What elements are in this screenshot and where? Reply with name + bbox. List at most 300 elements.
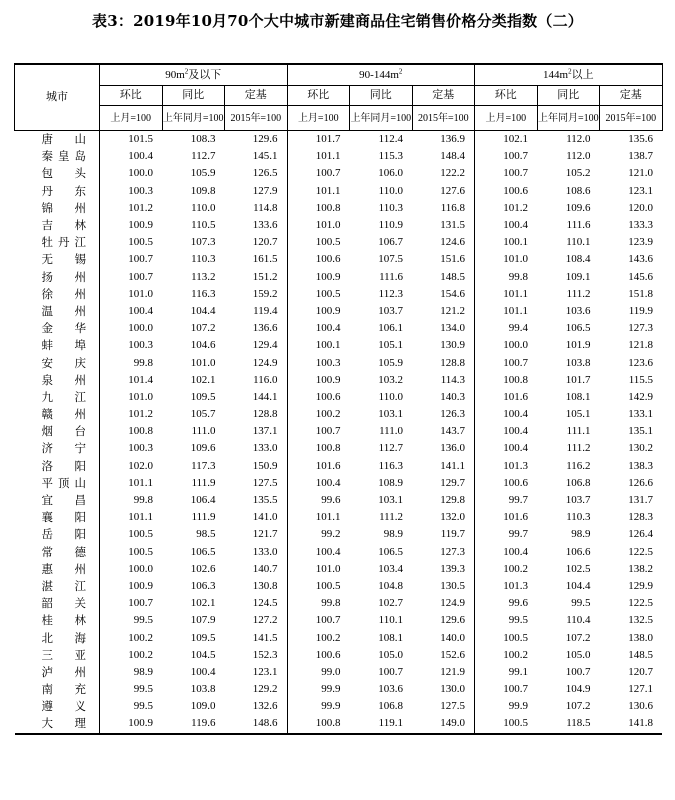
index-value: 101.0 <box>190 356 216 369</box>
city-name: 徐州 <box>41 286 86 301</box>
index-value: 99.8 <box>287 595 350 612</box>
subhead-cell: 环比 <box>287 86 350 106</box>
index-value: 101.0 <box>100 286 163 303</box>
index-value: 100.2 <box>100 629 163 646</box>
index-value: 114.3 <box>440 373 466 386</box>
city-name: 吉林 <box>41 218 86 233</box>
city-name: 安庆 <box>41 355 86 370</box>
city-name: 北海 <box>41 630 86 645</box>
index-value: 108.1 <box>378 631 404 644</box>
index-value: 109.5 <box>190 631 216 644</box>
table-row <box>15 251 663 268</box>
index-value: 99.7 <box>475 492 538 509</box>
index-value: 150.9 <box>252 459 278 472</box>
table-row <box>15 303 663 320</box>
table-row <box>15 440 663 457</box>
index-value: 100.2 <box>100 647 163 664</box>
index-value: 127.6 <box>440 184 466 197</box>
index-value: 100.7 <box>287 423 350 440</box>
index-value: 131.7 <box>628 494 654 507</box>
index-value: 100.8 <box>475 372 538 389</box>
city-name: 南充 <box>41 682 86 697</box>
index-value: 100.8 <box>287 715 350 733</box>
index-value: 106.4 <box>190 494 216 507</box>
index-value: 111.9 <box>191 476 216 489</box>
index-value: 152.3 <box>252 648 278 661</box>
index-value: 126.5 <box>252 167 278 180</box>
index-value: 101.9 <box>565 339 591 352</box>
index-value: 106.7 <box>378 236 404 249</box>
index-value: 100.4 <box>475 440 538 457</box>
index-value: 104.5 <box>190 648 216 661</box>
city-name: 温州 <box>41 303 86 318</box>
index-value: 101.0 <box>287 217 350 234</box>
index-value: 121.9 <box>440 665 466 678</box>
index-value: 132.6 <box>252 700 278 713</box>
index-value: 117.3 <box>191 459 216 472</box>
index-value: 127.5 <box>440 700 466 713</box>
index-value: 115.5 <box>628 373 654 386</box>
index-value: 126.4 <box>628 528 654 541</box>
table-row <box>15 286 663 303</box>
index-value: 99.5 <box>100 681 163 698</box>
index-value: 128.3 <box>628 511 654 524</box>
index-value: 120.7 <box>628 665 654 678</box>
index-value: 120.0 <box>628 201 654 214</box>
index-value: 130.2 <box>628 442 654 455</box>
city-name: 济宁 <box>41 441 86 456</box>
index-value: 124.6 <box>440 236 466 249</box>
index-value: 102.1 <box>475 131 538 149</box>
index-value: 132.5 <box>628 614 654 627</box>
index-value: 101.1 <box>287 509 350 526</box>
index-value: 100.4 <box>475 217 538 234</box>
index-value: 129.6 <box>252 133 278 146</box>
index-value: 135.1 <box>628 425 654 438</box>
table-row <box>15 320 663 337</box>
index-value: 138.7 <box>628 150 654 163</box>
index-value: 99.7 <box>475 526 538 543</box>
base-cell: 上月=100 <box>475 106 538 131</box>
index-value: 104.9 <box>565 683 591 696</box>
index-value: 100.7 <box>100 251 163 268</box>
index-value: 127.3 <box>440 545 466 558</box>
index-value: 104.6 <box>190 339 216 352</box>
index-value: 100.6 <box>475 183 538 200</box>
index-value: 130.6 <box>628 700 654 713</box>
index-value: 116.8 <box>440 201 466 214</box>
index-value: 100.5 <box>287 286 350 303</box>
index-value: 99.5 <box>100 612 163 629</box>
index-value: 100.5 <box>100 526 163 543</box>
table-row <box>15 544 663 561</box>
index-value: 106.0 <box>378 167 404 180</box>
table-row <box>15 165 663 182</box>
index-value: 141.5 <box>252 631 278 644</box>
index-value: 100.5 <box>475 715 538 733</box>
index-value: 143.6 <box>628 253 654 266</box>
index-value: 127.9 <box>252 184 278 197</box>
index-value: 100.2 <box>287 406 350 423</box>
index-value: 101.7 <box>565 373 591 386</box>
subhead-cell: 定基 <box>600 86 663 106</box>
index-value: 119.7 <box>440 528 466 541</box>
table-row <box>15 698 663 715</box>
index-value: 100.7 <box>565 665 591 678</box>
index-value: 99.6 <box>287 492 350 509</box>
index-value: 100.6 <box>287 251 350 268</box>
index-value: 126.6 <box>628 476 654 489</box>
table-row <box>15 200 663 217</box>
city-name: 常德 <box>41 544 86 559</box>
index-value: 99.8 <box>475 269 538 286</box>
table-row <box>15 423 663 440</box>
index-value: 104.4 <box>565 579 591 592</box>
index-value: 135.5 <box>252 494 278 507</box>
index-value: 133.0 <box>252 442 278 455</box>
index-value: 100.2 <box>287 629 350 646</box>
index-value: 100.0 <box>475 337 538 354</box>
index-value: 103.6 <box>378 683 404 696</box>
index-value: 99.4 <box>475 320 538 337</box>
table-row <box>15 561 663 578</box>
index-value: 133.3 <box>628 219 654 232</box>
index-value: 99.5 <box>571 597 591 610</box>
index-value: 103.8 <box>565 356 591 369</box>
index-value: 100.4 <box>100 303 163 320</box>
index-value: 122.5 <box>628 597 654 610</box>
index-value: 120.7 <box>252 236 278 249</box>
base-cell: 上年同月=100 <box>350 106 413 131</box>
index-value: 113.2 <box>191 270 216 283</box>
group-header: $144m^2$以上 <box>475 64 663 86</box>
index-value: 100.8 <box>100 423 163 440</box>
index-value: 116.0 <box>253 373 278 386</box>
table-row <box>15 337 663 354</box>
index-value: 105.2 <box>565 167 591 180</box>
index-value: 100.7 <box>475 148 538 165</box>
index-value: 141.8 <box>600 715 663 733</box>
index-value: 101.2 <box>100 406 163 423</box>
index-value: 137.1 <box>252 425 278 438</box>
index-value: 101.2 <box>475 200 538 217</box>
index-value: 100.4 <box>475 406 538 423</box>
index-value: 161.5 <box>252 253 278 266</box>
index-value: 100.8 <box>287 200 350 217</box>
index-value: 140.0 <box>440 631 466 644</box>
index-value: 98.9 <box>383 528 404 541</box>
index-value: 112.0 <box>566 133 591 146</box>
index-value: 106.5 <box>190 545 216 558</box>
city-name: 湛江 <box>41 578 86 593</box>
index-value: 100.5 <box>287 234 350 251</box>
page-title: 表3：2019年10月70个大中城市新建商品住宅销售价格分类指数（二） <box>92 12 583 30</box>
index-value: 100.8 <box>287 440 350 457</box>
index-value: 107.2 <box>565 631 591 644</box>
index-value: 109.6 <box>190 442 216 455</box>
city-name: 牡丹江 <box>41 235 86 250</box>
index-value: 121.2 <box>440 304 466 317</box>
index-value: 100.2 <box>475 561 538 578</box>
table-row <box>15 131 663 149</box>
index-value: 105.1 <box>565 408 591 421</box>
index-value: 100.7 <box>475 354 538 371</box>
index-value: 100.5 <box>100 544 163 561</box>
index-value: 100.4 <box>287 475 350 492</box>
table-row <box>15 612 663 629</box>
index-value: 100.4 <box>287 320 350 337</box>
index-value: 112.3 <box>378 287 404 300</box>
index-value: 100.4 <box>190 665 216 678</box>
table-row <box>15 475 663 492</box>
index-value: 106.8 <box>565 476 591 489</box>
index-value: 108.6 <box>565 184 591 197</box>
index-value: 112.0 <box>566 150 591 163</box>
index-value: 100.1 <box>287 337 350 354</box>
index-value: 115.3 <box>378 150 404 163</box>
index-value: 102.0 <box>100 458 163 475</box>
index-value: 99.2 <box>287 526 350 543</box>
index-value: 110.9 <box>378 219 404 232</box>
index-value: 101.1 <box>475 303 538 320</box>
index-value: 99.9 <box>287 681 350 698</box>
table-row <box>15 629 663 646</box>
index-value: 101.1 <box>100 475 163 492</box>
index-value: 100.7 <box>475 681 538 698</box>
index-value: 122.5 <box>628 545 654 558</box>
index-value: 108.3 <box>190 133 216 146</box>
index-value: 101.2 <box>100 200 163 217</box>
index-value: 111.2 <box>379 511 404 524</box>
index-value: 100.0 <box>100 165 163 182</box>
index-value: 109.0 <box>190 700 216 713</box>
index-value: 133.0 <box>252 545 278 558</box>
subhead-cell: 同比 <box>537 86 600 106</box>
table-row <box>15 406 663 423</box>
index-value: 105.7 <box>190 408 216 421</box>
index-value: 100.4 <box>287 544 350 561</box>
index-value: 99.6 <box>475 595 538 612</box>
index-value: 127.1 <box>628 683 654 696</box>
city-name: 烟台 <box>41 424 86 439</box>
index-value: 119.4 <box>253 304 278 317</box>
index-value: 104.8 <box>378 579 404 592</box>
index-value: 116.2 <box>566 459 591 472</box>
index-value: 152.6 <box>440 648 466 661</box>
index-value: 100.9 <box>100 715 163 733</box>
index-value: 127.2 <box>252 614 278 627</box>
base-cell: 上月=100 <box>100 106 163 131</box>
table-row <box>15 234 663 251</box>
index-value: 123.9 <box>628 236 654 249</box>
index-value: 118.5 <box>537 715 600 733</box>
index-value: 144.1 <box>252 390 278 403</box>
city-name: 锦州 <box>41 200 86 215</box>
table-row <box>15 148 663 165</box>
index-value: 129.9 <box>628 579 654 592</box>
index-value: 102.5 <box>565 562 591 575</box>
index-value: 103.4 <box>378 562 404 575</box>
index-value: 100.9 <box>100 217 163 234</box>
index-value: 101.7 <box>287 131 350 149</box>
index-value: 139.3 <box>440 562 466 575</box>
table-row <box>15 509 663 526</box>
city-name: 遵义 <box>41 699 86 714</box>
index-value: 148.5 <box>440 270 466 283</box>
index-value: 140.3 <box>440 390 466 403</box>
index-value: 101.0 <box>287 561 350 578</box>
index-value: 106.1 <box>378 322 404 335</box>
subhead-cell: 环比 <box>475 86 538 106</box>
index-value: 111.0 <box>379 425 404 438</box>
index-value: 136.0 <box>440 442 466 455</box>
base-cell: 2015年=100 <box>600 106 663 131</box>
city-name: 赣州 <box>41 407 86 422</box>
index-value: 103.1 <box>378 408 404 421</box>
index-value: 100.4 <box>475 544 538 561</box>
index-value: 100.3 <box>100 183 163 200</box>
index-value: 99.9 <box>475 698 538 715</box>
index-value: 130.9 <box>440 339 466 352</box>
city-name: 无锡 <box>41 252 86 267</box>
index-value: 103.8 <box>190 683 216 696</box>
index-value: 121.7 <box>252 528 278 541</box>
index-value: 100.0 <box>100 320 163 337</box>
index-value: 98.9 <box>100 664 163 681</box>
index-value: 100.7 <box>287 612 350 629</box>
index-value: 100.5 <box>475 629 538 646</box>
index-value: 106.5 <box>565 322 591 335</box>
index-value: 104.4 <box>190 304 216 317</box>
index-value: 149.0 <box>412 715 475 733</box>
index-value: 100.9 <box>287 269 350 286</box>
group-header: $90m^2$及以下 <box>100 64 288 86</box>
index-value: 151.2 <box>252 270 278 283</box>
table-row <box>15 389 663 406</box>
index-value: 105.9 <box>378 356 404 369</box>
index-value: 148.5 <box>628 648 654 661</box>
table-row <box>15 492 663 509</box>
index-value: 105.1 <box>378 339 404 352</box>
index-value: 100.9 <box>287 303 350 320</box>
index-value: 100.6 <box>475 475 538 492</box>
index-value: 127.3 <box>628 322 654 335</box>
city-name: 丹东 <box>41 183 86 198</box>
index-value: 130.0 <box>440 683 466 696</box>
index-value: 130.8 <box>252 579 278 592</box>
city-name: 蚌埠 <box>41 338 86 353</box>
index-value: 103.1 <box>378 494 404 507</box>
city-name: 襄阳 <box>41 510 86 525</box>
index-value: 101.5 <box>100 131 163 149</box>
index-value: 102.7 <box>378 597 404 610</box>
subhead-cell: 定基 <box>412 86 475 106</box>
index-value: 129.4 <box>252 339 278 352</box>
index-value: 100.9 <box>287 372 350 389</box>
index-value: 99.8 <box>100 492 163 509</box>
base-cell: 2015年=100 <box>225 106 288 131</box>
index-value: 103.2 <box>378 373 404 386</box>
index-value: 111.2 <box>566 287 591 300</box>
index-value: 111.0 <box>191 425 216 438</box>
index-value: 100.6 <box>287 647 350 664</box>
index-value: 119.1 <box>350 715 413 733</box>
index-value: 102.6 <box>190 562 216 575</box>
index-value: 121.8 <box>628 339 654 352</box>
city-name: 泸州 <box>41 664 86 679</box>
index-value: 107.2 <box>565 700 591 713</box>
index-value: 100.0 <box>100 561 163 578</box>
table-row <box>15 269 663 286</box>
index-value: 106.8 <box>378 700 404 713</box>
index-value: 124.9 <box>252 356 278 369</box>
index-value: 101.1 <box>287 183 350 200</box>
index-value: 154.6 <box>440 287 466 300</box>
index-value: 136.9 <box>440 133 466 146</box>
index-value: 101.6 <box>287 458 350 475</box>
index-value: 129.6 <box>440 614 466 627</box>
city-name: 惠州 <box>41 561 86 576</box>
index-value: 127.5 <box>252 476 278 489</box>
city-name: 秦皇岛 <box>41 149 86 164</box>
city-name: 扬州 <box>41 269 86 284</box>
table-row <box>15 354 663 371</box>
index-value: 100.3 <box>100 440 163 457</box>
index-value: 111.6 <box>566 219 591 232</box>
index-value: 114.8 <box>253 201 278 214</box>
index-value: 110.4 <box>566 614 591 627</box>
index-value: 99.5 <box>100 698 163 715</box>
index-value: 133.6 <box>252 219 278 232</box>
index-value: 132.0 <box>440 511 466 524</box>
table-row <box>15 217 663 234</box>
index-value: 100.7 <box>287 165 350 182</box>
index-value: 100.7 <box>475 165 538 182</box>
table-row <box>15 526 663 543</box>
city-name: 岳阳 <box>41 527 86 542</box>
index-value: 100.5 <box>287 578 350 595</box>
index-value: 103.6 <box>565 304 591 317</box>
index-value: 145.6 <box>628 270 654 283</box>
index-value: 102.1 <box>190 373 216 386</box>
city-name: 洛阳 <box>41 458 86 473</box>
index-value: 99.0 <box>287 664 350 681</box>
index-value: 101.3 <box>475 578 538 595</box>
table-row <box>15 578 663 595</box>
index-value: 110.0 <box>378 184 404 197</box>
index-value: 148.4 <box>440 150 466 163</box>
index-value: 100.1 <box>475 234 538 251</box>
index-value: 151.8 <box>628 287 654 300</box>
index-value: 123.1 <box>628 184 654 197</box>
table-row <box>15 681 663 698</box>
subhead-cell: 定基 <box>225 86 288 106</box>
city-header: 城市 <box>15 64 100 131</box>
index-value: 100.6 <box>287 389 350 406</box>
index-value: 130.5 <box>440 579 466 592</box>
index-value: 100.3 <box>100 337 163 354</box>
index-value: 100.7 <box>378 665 404 678</box>
index-value: 110.1 <box>566 236 591 249</box>
index-value: 116.3 <box>191 287 216 300</box>
base-cell: 上年同月=100 <box>162 106 225 131</box>
group-header: $90-144m^2$ <box>287 64 475 86</box>
index-value: 101.6 <box>475 389 538 406</box>
city-name: 九江 <box>41 389 86 404</box>
index-value: 138.3 <box>628 459 654 472</box>
index-value: 108.1 <box>565 390 591 403</box>
index-value: 107.9 <box>190 614 216 627</box>
